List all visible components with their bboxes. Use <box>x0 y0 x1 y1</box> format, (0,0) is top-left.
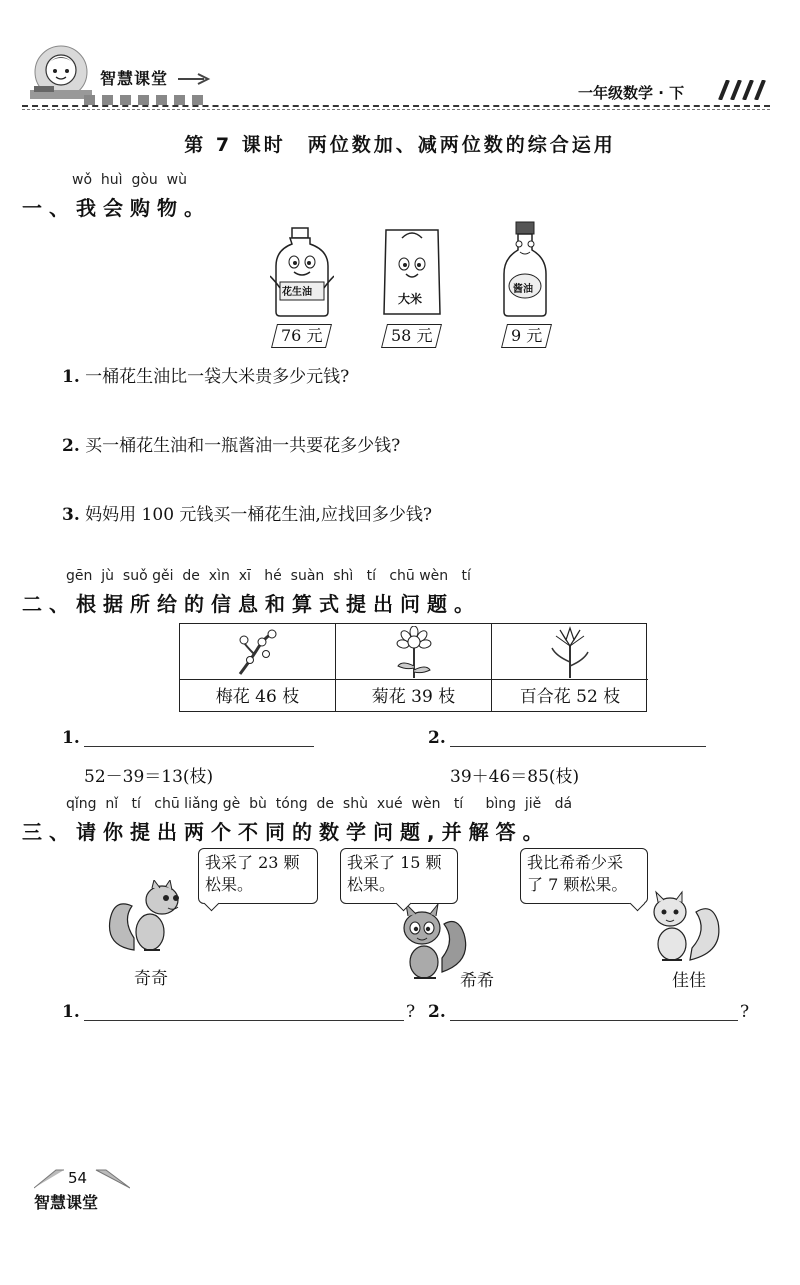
question-3-2-number: 2. <box>428 1002 446 1022</box>
speech-bubble-jiajia <box>520 848 648 904</box>
header-arrow-icon <box>178 70 212 89</box>
bubble-qiqi-line1: 我采了 23 颗 <box>205 853 300 872</box>
section3-heading: 三、请你提出两个不同的数学问题,并解答。 <box>22 820 550 844</box>
plum-blossom-icon <box>236 628 280 676</box>
header-grade-label: 一年级数学 · 下 <box>578 84 685 102</box>
soy-sauce-price-tag: 9 元 <box>501 324 552 348</box>
name-qiqi: 奇奇 <box>134 969 168 989</box>
header-rule <box>22 105 770 107</box>
lily-icon <box>550 626 590 678</box>
flower-cell-plum <box>180 624 336 711</box>
bubble-jiajia-line1: 我比希希少采 <box>527 853 624 872</box>
bubble-jiajia-line2: 了 7 颗松果。 <box>527 875 628 894</box>
soy-sauce-bottle <box>500 220 550 318</box>
flower-cell-chrysanthemum <box>336 624 492 711</box>
peanut-oil-bottle <box>270 226 334 318</box>
footer-brand: 智慧课堂 <box>34 1193 99 1212</box>
rice-price-tag: 58 元 <box>381 324 442 348</box>
section3-pinyin: qǐng nǐ tí chū liǎng gè bù tóng de shù xué wèn tí bìng jiě dá <box>66 796 573 812</box>
soy-sauce-label: 酱油 <box>513 284 533 295</box>
section2-heading: 二、根据所给的信息和算式提出问题。 <box>22 592 481 616</box>
section2-pinyin: gēn jù suǒ gěi de xìn xī hé suàn shì tí chū wèn tí <box>66 568 471 584</box>
speech-bubble-xixi <box>340 848 458 904</box>
question-2-1-formula: 52－39＝13(枝) <box>84 767 214 787</box>
question-2-2-answer-line[interactable] <box>450 746 706 747</box>
header-rule-thin <box>22 109 770 110</box>
squirrel-xixi-icon <box>392 902 470 984</box>
bubble-xixi-line1: 我采了 15 颗 <box>347 853 442 872</box>
question-2-1-number: 1. <box>62 728 80 748</box>
lesson-title: 第 7 课时 两位数加、减两位数的综合运用 <box>184 134 616 156</box>
question-3-2-mark: ? <box>740 1002 750 1022</box>
section1-pinyin: wǒ huì gòu wù <box>72 172 188 188</box>
name-xixi: 希希 <box>460 971 494 991</box>
flower-text-lily: 百合花 52 枝 <box>519 687 621 707</box>
question-3-1-number: 1. <box>62 1002 80 1022</box>
name-jiajia: 佳佳 <box>672 971 706 991</box>
question-1-3: 3. 妈妈用 100 元钱买一桶花生油,应找回多少钱? <box>62 505 432 525</box>
question-3-1-answer-line[interactable] <box>84 1020 404 1021</box>
flower-text-chrysanthemum: 菊花 39 枝 <box>371 687 456 707</box>
flower-text-plum: 梅花 46 枝 <box>215 687 300 707</box>
peanut-oil-price-tag: 76 元 <box>271 324 332 348</box>
question-1-1: 1. 一桶花生油比一袋大米贵多少元钱? <box>62 367 350 387</box>
section1-heading: 一、我会购物。 <box>22 196 211 220</box>
flower-table <box>179 623 647 712</box>
flower-cell-lily <box>492 624 648 711</box>
squirrel-jiajia-icon <box>646 890 726 966</box>
question-2-2-formula: 39＋46＝85(枝) <box>450 767 580 787</box>
bubble-qiqi-line2: 松果。 <box>205 875 254 894</box>
question-3-1-mark: ? <box>406 1002 416 1022</box>
question-2-1-answer-line[interactable] <box>84 746 314 747</box>
page-number: 54 <box>68 1169 88 1187</box>
header-brand: 智慧课堂 <box>100 69 169 88</box>
speech-bubble-qiqi <box>198 848 318 904</box>
peanut-oil-label: 花生油 <box>282 287 312 298</box>
rice-label: 大米 <box>398 292 423 306</box>
question-2-2-number: 2. <box>428 728 446 748</box>
header-stripes <box>712 80 768 104</box>
question-3-2-answer-line[interactable] <box>450 1020 738 1021</box>
squirrel-qiqi-icon <box>104 880 188 956</box>
question-1-2: 2. 买一桶花生油和一瓶酱油一共要花多少钱? <box>62 436 401 456</box>
bubble-xixi-line2: 松果。 <box>347 875 396 894</box>
chrysanthemum-icon <box>394 626 434 678</box>
